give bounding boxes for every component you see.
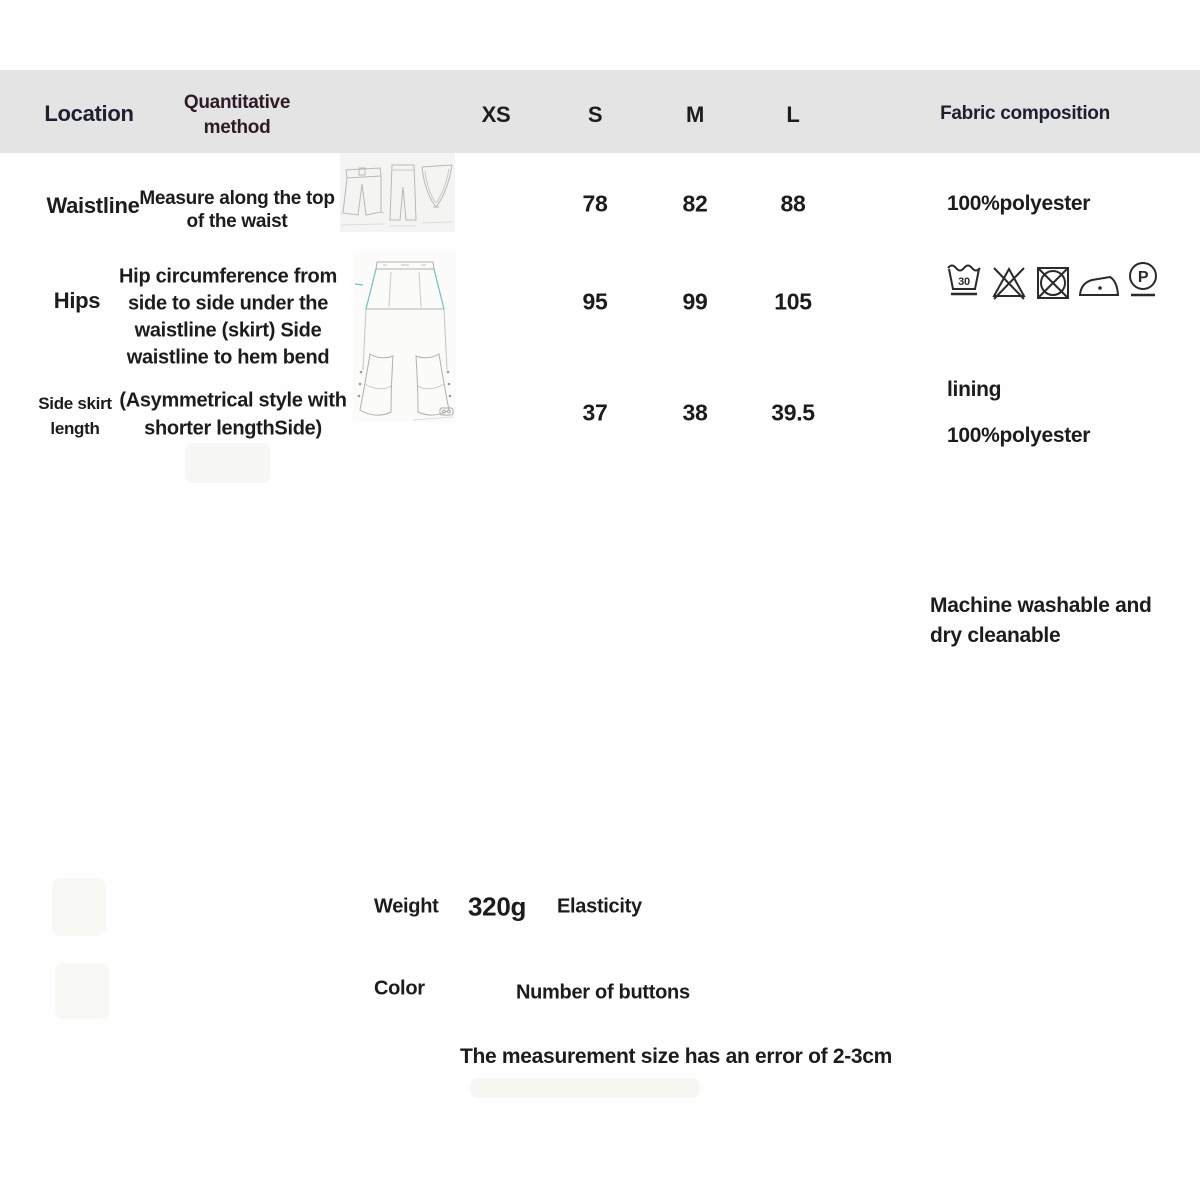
header-method-line2: method [203,117,271,138]
weight-value: 320g [468,891,527,922]
waistline-value-m: 82 [682,190,708,217]
sideskirt-fabric-line1: lining [947,378,1002,401]
header-fabric: Fabric composition [940,103,1110,124]
sideskirt-value-m: 38 [682,399,708,426]
header-location: Location [44,101,134,126]
do-not-tumble-dry-icon [1035,265,1071,301]
row-hips-method-line3: waistline (skirt) Side [134,319,322,342]
buttons-label: Number of buttons [516,981,690,1004]
garments-sketch-image [340,153,455,232]
row-waistline-method-line2: of the waist [186,211,288,232]
row-waistline-method-line1: Measure along the top [139,188,335,209]
row-sideskirt-label-line1: Side skirt [38,394,112,413]
row-hips-method-line2: side to side under the [127,292,329,315]
row-hips-method-line1: Hip circumference from [119,265,337,288]
hips-value-s: 95 [582,288,608,315]
header-size-m: M [685,102,705,127]
faded-artifact [185,443,270,483]
hips-value-l: 105 [774,288,812,315]
faded-swatch-1 [52,878,106,936]
sideskirt-value-l: 39.5 [771,399,815,426]
sideskirt-value-s: 37 [582,399,608,426]
row-sideskirt-method-line2: shorter lengthSide) [144,417,322,440]
row-sideskirt-method-line1: (Asymmetrical style with [119,389,347,412]
waistline-fabric: 100%polyester [947,192,1091,215]
sideskirt-fabric-line2: 100%polyester [947,424,1091,447]
row-sideskirt-label-line2: length [50,419,100,438]
dry-clean-letter: P [1137,269,1149,286]
care-note-line2: dry cleanable [930,624,1061,647]
waistline-value-s: 78 [582,190,608,217]
faded-swatch-2 [55,963,109,1019]
skirt-sketch-image [353,252,456,422]
care-symbols-row [945,261,1159,301]
faded-artifact-2 [470,1078,700,1098]
header-method-line1: Quantitative [183,92,291,113]
hips-value-m: 99 [682,288,708,315]
row-hips-method-line4: waistline to hem bend [126,346,330,369]
do-not-bleach-icon [990,263,1028,301]
weight-label: Weight [374,895,439,918]
waistline-value-l: 88 [780,190,806,217]
dry-clean-gentle-icon [1127,261,1159,301]
iron-low-heat-icon [1078,269,1120,301]
row-hips-label: Hips [53,288,101,313]
care-note-line1: Machine washable and [930,594,1152,617]
header-size-s: S [587,102,603,127]
header-size-xs: XS [481,102,511,127]
wash-temp-label: 30 [958,276,970,288]
header-size-l: L [786,102,800,127]
tolerance-note: The measurement size has an error of 2-3cm [459,1045,893,1068]
color-label: Color [374,977,425,1000]
machine-wash-30-icon [945,261,983,301]
row-waistline-label: Waistline [46,193,140,218]
elasticity-label: Elasticity [557,895,642,918]
